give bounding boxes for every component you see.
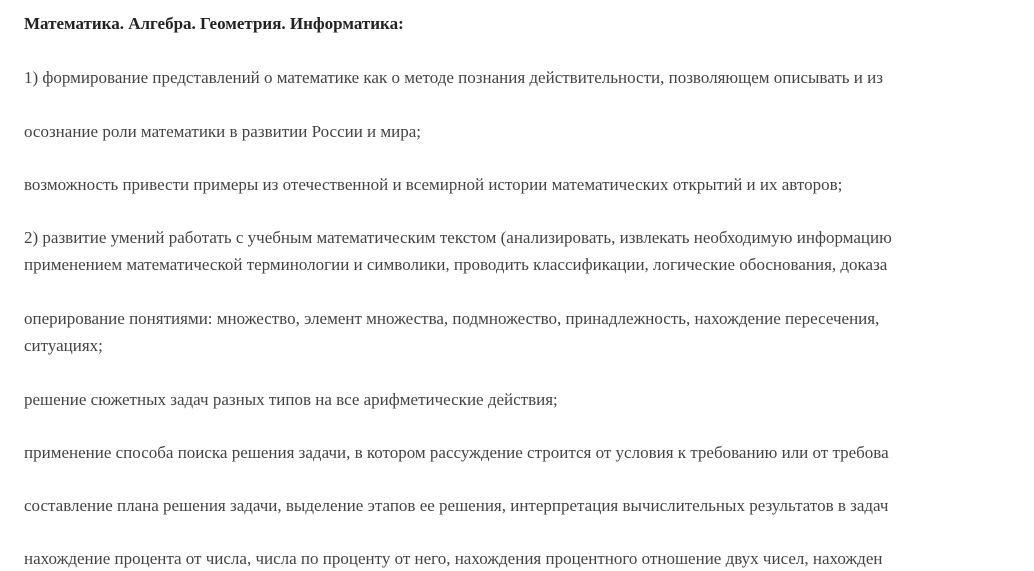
paragraph-line: осознание роли математики в развитии России и мира; — [24, 122, 422, 141]
paragraph-line: ситуациях; — [24, 336, 103, 355]
paragraph-line: оперирование понятиями: множество, элемент множества, подмножество, принадлежность, нахождение пересечения, — [24, 309, 880, 328]
paragraph-line: решение сюжетных задач разных типов на все арифметические действия; — [24, 390, 558, 409]
paragraph-line: нахождение процента от числа, числа по проценту от него, нахождения процентного отношение двух чисел, нахожден — [24, 549, 883, 568]
paragraph-line: применение способа поиска решения задачи, в котором рассуждение строится от условия к требованию или от требова — [24, 443, 889, 462]
paragraph-line: 1) формирование представлений о математике как о методе познания действительности, позволяющем описывать и из — [24, 68, 883, 87]
paragraph-line: 2) развитие умений работать с учебным математическим текстом (анализировать, извлекать необходимую информацию — [24, 228, 892, 247]
paragraph-line: возможность привести примеры из отечественной и всемирной истории математических открытий и их авторов; — [24, 175, 843, 194]
paragraph-line: составление плана решения задачи, выделение этапов ее решения, интерпретация вычислительных результатов в задач — [24, 496, 889, 515]
section-heading: Математика. Алгебра. Геометрия. Информатика: — [24, 14, 404, 33]
paragraph-line: применением математической терминологии и символики, проводить классификации, логические обоснования, доказа — [24, 255, 888, 274]
